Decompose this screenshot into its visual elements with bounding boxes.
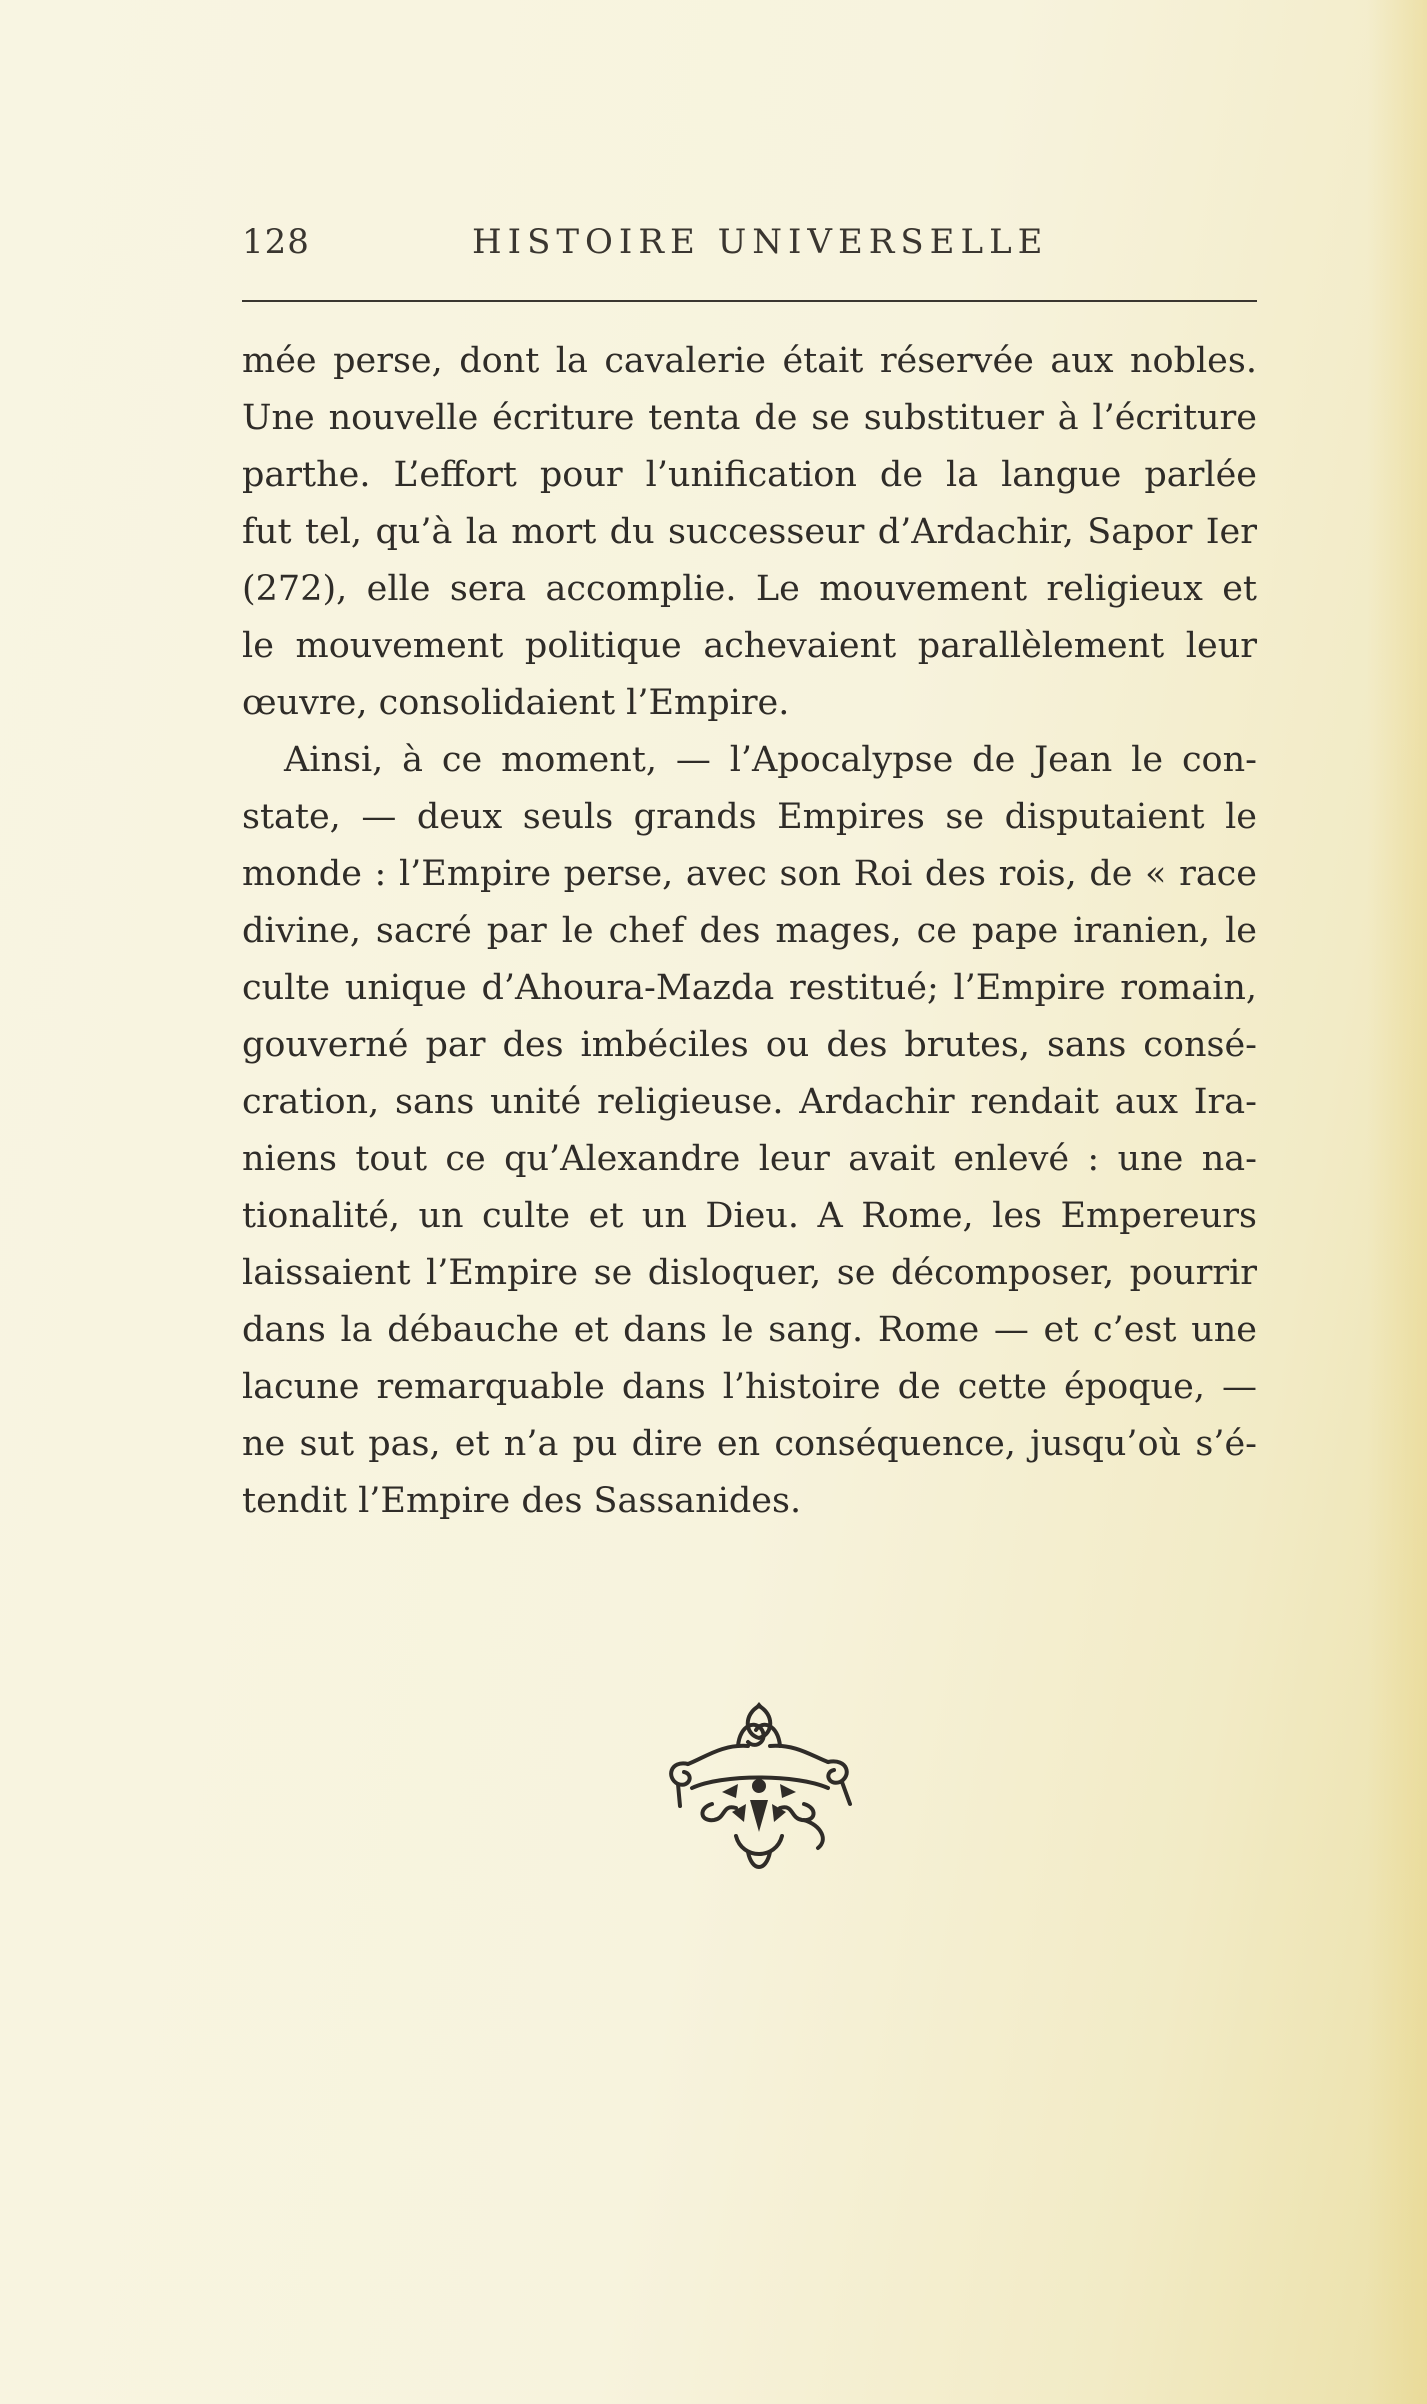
body-text [242, 333, 1257, 1530]
text-line: laissaient l’Empire se disloquer, se décomposer, pourrir [242, 1253, 1257, 1293]
fleuron-icon [652, 1700, 867, 1875]
text-line: mée perse, dont la cavalerie était réservée aux nobles. [242, 341, 1257, 381]
page-edge-shading [1367, 0, 1427, 2404]
text-line: divine, sacré par le chef des mages, ce pape iranien, le [242, 911, 1257, 951]
page-number: 128 [242, 222, 310, 262]
text-line: le mouvement politique achevaient parallèlement leur [242, 626, 1257, 666]
text-line: tionalité, un culte et un Dieu. A Rome, les Empereurs [242, 1196, 1257, 1236]
text-line: dans la débauche et dans le sang. Rome — et c’est une [242, 1310, 1257, 1350]
page-header [242, 222, 1257, 274]
text-line: culte unique d’Ahoura-Mazda restitué; l’Empire romain, [242, 968, 1257, 1008]
text-line: fut tel, qu’à la mort du successeur d’Ardachir, Sapor Ier [242, 512, 1257, 552]
text-line: lacune remarquable dans l’histoire de cette époque, — [242, 1367, 1257, 1407]
header-rule [242, 300, 1257, 302]
text-line: parthe. L’effort pour l’unification de la langue parlée [242, 455, 1257, 495]
text-line: monde : l’Empire perse, avec son Roi des rois, de « race [242, 854, 1257, 894]
text-line: (272), elle sera accomplie. Le mouvement religieux et [242, 569, 1257, 609]
text-line: gouverné par des imbéciles ou des brutes, sans consé- [242, 1025, 1257, 1065]
text-line: Une nouvelle écriture tenta de se substituer à l’écriture [242, 398, 1257, 438]
running-title: HISTOIRE UNIVERSELLE [472, 222, 1049, 262]
text-line: niens tout ce qu’Alexandre leur avait enlevé : une na- [242, 1139, 1257, 1179]
text-line: œuvre, consolidaient l’Empire. [242, 683, 790, 723]
text-line: tendit l’Empire des Sassanides. [242, 1481, 802, 1521]
text-line: Ainsi, à ce moment, — l’Apocalypse de Jean le con- [284, 740, 1257, 780]
text-line: ne sut pas, et n’a pu dire en conséquence, jusqu’où s’é- [242, 1424, 1257, 1464]
text-line: cration, sans unité religieuse. Ardachir rendait aux Ira- [242, 1082, 1257, 1122]
text-line: state, — deux seuls grands Empires se disputaient le [242, 797, 1257, 837]
